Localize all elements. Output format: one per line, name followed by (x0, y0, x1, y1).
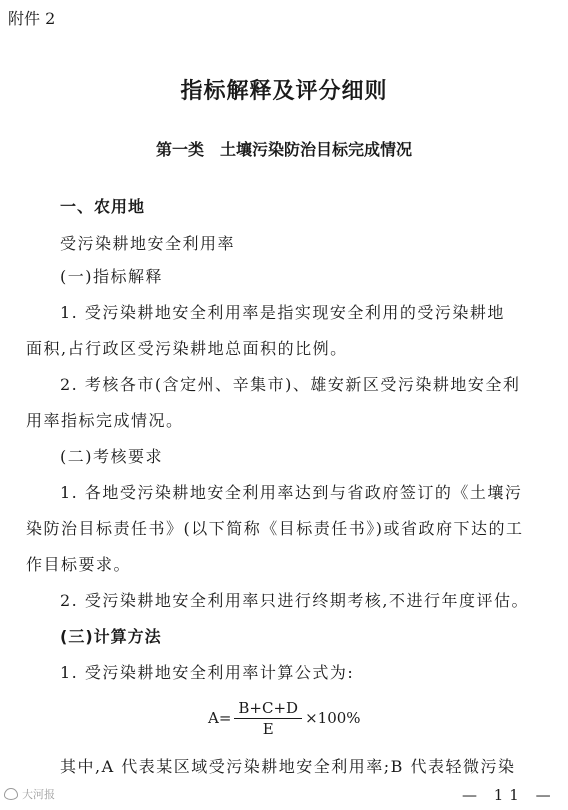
paragraph-line: 面积,占行政区受污染耕地总面积的比例。 (26, 339, 348, 358)
indicator-name: 受污染耕地安全利用率 (60, 234, 236, 253)
formula (208, 696, 361, 740)
watermark-text: 大河报 (22, 788, 55, 801)
paragraph-line: 1. 受污染耕地安全利用率是指实现安全利用的受污染耕地 (60, 303, 505, 322)
paragraph-line: 用率指标完成情况。 (26, 411, 184, 430)
page-number: — 11 — (462, 786, 557, 804)
attachment-label: 附件 2 (8, 9, 56, 28)
watermark (4, 786, 55, 802)
paragraph-line: 作目标要求。 (26, 555, 132, 574)
paragraph-line: 2. 受污染耕地安全利用率只进行终期考核,不进行年度评估。 (60, 591, 529, 610)
part1-heading: (一)指标解释 (60, 267, 163, 286)
formula-numerator: B+C+D (234, 699, 302, 719)
section-heading: 一、农用地 (60, 197, 146, 216)
watermark-logo-icon (4, 788, 18, 800)
formula-lhs: A= (208, 709, 232, 727)
document-subtitle: 第一类 土壤污染防治目标完成情况 (155, 140, 412, 159)
part3-heading: (三)计算方法 (60, 627, 162, 646)
formula-rhs: ×100% (305, 709, 361, 727)
paragraph-line: 染防治目标责任书》(以下简称《目标责任书》)或省政府下达的工 (26, 519, 524, 538)
formula-denominator: E (262, 719, 274, 738)
paragraph-line: 其中,A 代表某区域受污染耕地安全利用率;B 代表轻微污染 (60, 757, 516, 776)
paragraph-line: 2. 考核各市(含定州、辛集市)、雄安新区受污染耕地安全利 (60, 375, 521, 394)
document-title: 指标解释及评分细则 (180, 79, 388, 104)
paragraph-line: 1. 受污染耕地安全利用率计算公式为: (60, 663, 355, 682)
formula-fraction (234, 699, 302, 738)
paragraph-line: 1. 各地受污染耕地安全利用率达到与省政府签订的《土壤污 (60, 483, 523, 502)
part2-heading: (二)考核要求 (60, 447, 163, 466)
